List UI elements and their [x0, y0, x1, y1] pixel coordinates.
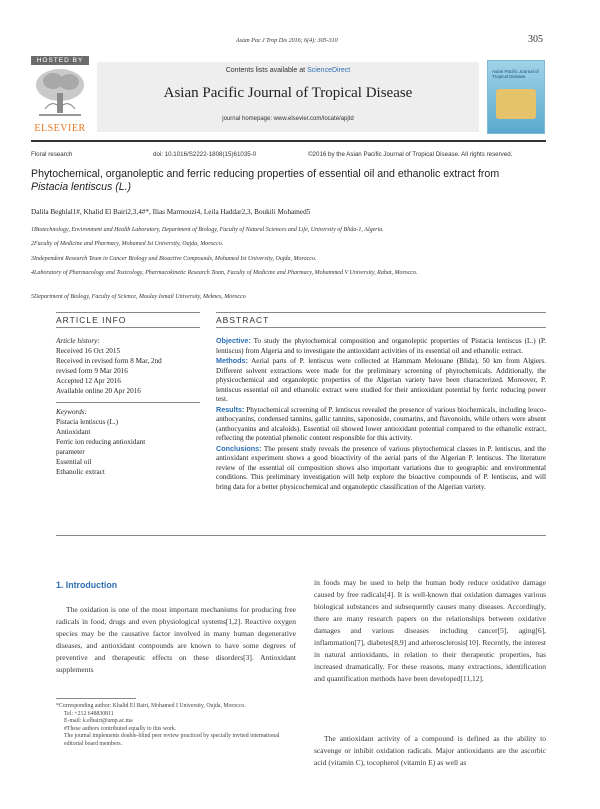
tree-logo-icon	[31, 65, 89, 121]
affiliation-2: 2Faculty of Medicine and Pharmacy, Mohamed Ist University, Oujda, Morocco.	[31, 241, 224, 247]
running-citation: Asian Pac J Trop Dis 2016; 6(4): 305-310	[236, 38, 338, 44]
affiliation-4: 4Laboratory of Pharmacology and Toxicology, Pharmacokinetic Research Team, Faculty of Medicine and Pharmacy, Mohammed V University, Rabat, Morocco.	[31, 270, 418, 276]
journal-homepage[interactable]: journal homepage: www.elsevier.com/locate/apjtd	[222, 116, 354, 122]
keywords-rule	[56, 402, 200, 403]
abstract-rule-bottom	[216, 327, 546, 328]
article-title-line2: Pistacia lentiscus (L.)	[31, 181, 132, 193]
cover-illustration	[496, 89, 536, 119]
section-label: Floral research	[31, 151, 73, 158]
history-revised-1: Received in revised form 8 Mar, 2nd	[56, 357, 162, 365]
keyword: Ferric ion reducing antioxidant	[56, 438, 146, 446]
conclusions-label: Conclusions:	[216, 443, 262, 453]
footnotes	[56, 703, 296, 748]
sciencedirect-link[interactable]: ScienceDirect	[307, 67, 351, 74]
footnote-email[interactable]: E-mail: k.elbairi@ump.ac.ma	[64, 718, 133, 724]
methods-label: Methods:	[216, 356, 248, 365]
footnote-peer-review: The journal implements double-blind peer review practiced by specially invited international editorial board members.	[64, 733, 280, 747]
elsevier-wordmark: ELSEVIER	[34, 123, 86, 134]
abstract-conclusions	[216, 444, 546, 493]
contents-prefix: Contents lists available at	[225, 67, 308, 74]
history-accepted: Accepted 12 Apr 2016	[56, 377, 121, 385]
author-list: Dalila Beghlal1#, Khalid El Bairi2,3,4#*, Ilias Marmouzi4, Leila Haddar2,3, Boukili Mohamed5	[31, 208, 311, 216]
affiliation-5: 5Department of Biology, Faculty of Science, Moulay Ismail University, Meknes, Morocco	[31, 294, 246, 300]
header-divider	[31, 140, 546, 142]
introduction-heading: 1. Introduction	[56, 580, 118, 590]
intro-right-paragraph-1: in foods may be used to help the human body reduce oxidative damage caused by free radicals[4]. It is well-known that oxidation damages various biological substances and subsequently causes many diseases. Accordingly, there are many research papers on the relationships between oxidative damages and various diseases including cancer[5], aging[6], inflammation[7], diabetes[8,9] and atherosclerosis[10]. Recently, the interest in natural antioxidants, in relation to their therapeutic properties, has increased dramatically. For these reasons, many extractions, identification and quantification methods have been developed[11,12].	[314, 578, 546, 683]
doi[interactable]: doi: 10.1016/S2222-1808(15)61035-0	[153, 151, 257, 158]
results-label: Results:	[216, 404, 245, 414]
history-revised-2: revised form 9 Mar 2016	[56, 367, 128, 375]
abstract-end-rule	[56, 535, 546, 536]
keyword: Antioxidant	[56, 428, 91, 436]
article-title-line1: Phytochemical, organoleptic and ferric reducing properties of essential oil and ethanolic extract from	[31, 168, 500, 180]
abstract-body	[216, 336, 546, 492]
article-title	[31, 168, 551, 194]
article-history	[56, 336, 200, 396]
hosted-by-label: HOSTED BY	[31, 56, 89, 65]
journal-title: Asian Pacific Journal of Tropical Disease	[163, 85, 413, 101]
abstract-rule-top	[216, 312, 546, 313]
contents-available	[97, 67, 479, 74]
affiliation-3: 3Independent Research Team in Cancer Biology and Bioactive Compounds, Mohamed Ist University, Oujda, Morocco.	[31, 256, 317, 262]
footnote-corresponding: *Corresponding author: Khalid El Bairi, Mohamed I University, Oujda, Morocco.	[56, 703, 246, 709]
keyword: Pistacia lentiscus (L.)	[56, 418, 119, 426]
keywords-label: Keywords:	[56, 408, 87, 416]
footnote-tel: Tel: +212 648830811	[64, 710, 114, 717]
history-received: Received 16 Oct 2015	[56, 347, 121, 355]
page-number: 305	[528, 34, 543, 45]
history-label: Article history:	[56, 337, 100, 345]
abstract-heading: ABSTRACT	[216, 315, 270, 325]
article-info-rule-bottom	[56, 327, 200, 328]
conclusions-text: The present study reveals the presence of various phytochemical classes in P. lentiscus, and the antioxidant experiment shows a good bioactivity of the aerial parts of the Algerian P. lentiscus. The literature review of the essential oil composition shows also important variations due to geographic and environmental conditions. This preliminary investigation will help explore the bioactive compounds of P. lentiscus, and will bring data for a better physicochemical and organoleptic classification of the Algerian variety.	[216, 444, 547, 491]
keyword: Ethanolic extract	[56, 468, 105, 476]
abstract-results	[216, 405, 546, 444]
affiliation-1: 1Biotechnology, Environment and Health Laboratory, Department of Biology, Faculty of Natural Sciences and Life, University of Blida-1, Algeria.	[31, 227, 384, 233]
history-available: Available online 20 Apr 2016	[56, 387, 141, 395]
keywords	[56, 407, 200, 477]
keyword: Essential oil	[56, 458, 92, 466]
objective-label: Objective:	[216, 336, 251, 345]
footnote-equal-contribution: #These authors contributed equally to this work.	[64, 725, 177, 732]
article-info-heading: ARTICLE INFO	[56, 315, 127, 325]
intro-left-paragraph: The oxidation is one of the most important mechanisms for producing free radicals in food, drugs and even physiological systems[1,2]. Reactive oxygen species may be the causative factor involved in many human degenerative diseases, and antioxidant compounds are known to have some degrees of preventive and therapeutic effects on these disorders[3]. Antioxidant supplements	[56, 605, 296, 674]
methods-text: Aerial parts of P. lentiscus were collected at Hammam Melouane (Blida), 50 km from Algiers. Different solvent extractions were made for the preliminary screening of phytochemicals. Additionally, the physicochemical and organoleptic properties of the Algerian variety have been characterized. Moreover, P. lentiscus essential oil and ethanolic extract were studied for their antioxidant potential by ferric reducing power test.	[216, 357, 547, 403]
objective-text: To study the phytochemical composition and organoleptic properties of Pistacia lentiscus (L.) (P. lentiscus) from Algeria and to investigate the antioxidant activities of its essential oil and ethanolic extract.	[216, 337, 546, 355]
abstract-methods	[216, 356, 546, 405]
article-info-rule-top	[56, 312, 200, 313]
journal-cover-image	[487, 60, 545, 134]
copyright: ©2016 by the Asian Pacific Journal of Tropical Disease. All rights reserved.	[308, 151, 513, 158]
abstract-objective	[216, 336, 546, 356]
results-text: Phytochemical screening of P. lentiscus revealed the presence of various biochemicals, including leuco-anthocyanins, condensed tannins, gallic tannins, saponoside, coumarins, and flavonoids, while others were absent (anthocyanins and alcaloids). Essential oil showed lower antioxidant potential compared to the ethanolic extract, reflecting the potential phenolic content responsible for this activity.	[216, 405, 547, 442]
keyword: parameter	[56, 448, 85, 456]
elsevier-logo[interactable]	[31, 56, 89, 132]
footnote-rule	[56, 698, 136, 699]
cover-title: Asian Pacific Journal of Tropical Disease	[492, 69, 539, 80]
intro-right-paragraph-2: The antioxidant activity of a compound is defined as the ability to scavenge or inhibit oxidation radicals. Major antioxidants are the ascorbic acid (vitamin C), tocopherol (vitamin E) as well as	[314, 734, 546, 767]
